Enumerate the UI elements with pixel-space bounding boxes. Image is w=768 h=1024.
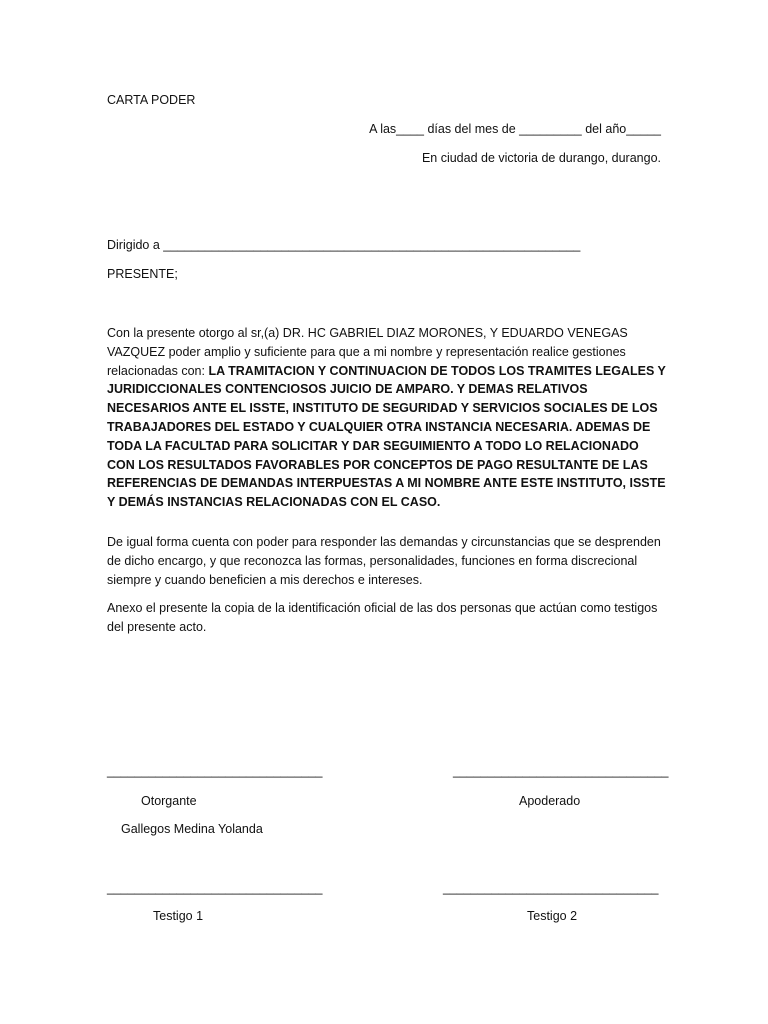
addressee-line: Dirigido a ____________________________________________________________ <box>107 238 581 252</box>
otorgante-label: Otorgante <box>141 794 197 808</box>
testigo1-label: Testigo 1 <box>153 909 204 923</box>
place-line: En ciudad de victoria de durango, durango. <box>421 151 661 165</box>
testigo2-signature-line: _______________________________ <box>443 881 659 895</box>
apoderado-label: Apoderado <box>519 794 581 808</box>
annex-paragraph: Anexo el presente la copia de la identificación oficial de las dos personas que actúan como testigos del presente acto. <box>107 601 658 634</box>
apoderado-signature-line: _______________________________ <box>453 764 669 778</box>
presente-line: PRESENTE; <box>107 267 178 281</box>
power-grant-intro: Con la presente otorgo al sr,(a) DR. HC GABRIEL DIAZ MORONES, Y EDUARDO VENEGAS VAZQUEZ poder amplio y suficiente para que a mi nombre y representación realice gestiones relacionadas con: <box>107 326 628 378</box>
testigo1-signature-line: _______________________________ <box>107 881 323 895</box>
otorgante-name: Gallegos Medina Yolanda <box>121 822 263 836</box>
document-title: CARTA PODER <box>107 93 196 107</box>
testigo2-label: Testigo 2 <box>527 909 578 923</box>
responsibilities-paragraph: De igual forma cuenta con poder para responder las demandas y circunstancias que se desprenden de dicho encargo, y que reconozca las formas, personalidades, funciones en forma discrecional siempre y cuando beneficien a mis derechos e intereses. <box>107 535 661 587</box>
date-line: A las____ días del mes de _________ del año_____ <box>369 122 661 136</box>
power-grant-paragraph <box>107 324 667 512</box>
power-grant-scope: LA TRAMITACION Y CONTINUACION DE TODOS LOS TRAMITES LEGALES Y JURIDICCIONALES CONTENCIOSOS JUICIO DE AMPARO. Y DEMAS RELATIVOS NECESARIOS ANTE EL ISSTE, INSTITUTO DE SEGURIDAD Y SERVICIOS SOCIALES DE LOS TRABAJADORES DEL ESTADO Y CUALQUIER OTRA INSTANCIA NECESARIA. ADEMAS DE TODA LA FACULTAD PARA SOLICITAR Y DAR SEGUIMIENTO A TODO LO RELACIONADO CON LOS RESULTADOS FAVORABLES POR CONCEPTOS DE PAGO RESULTANTE DE LAS REFERENCIAS DE DEMANDAS INTERPUESTAS A MI NOMBRE ANTE ESTE INSTITUTO, ISSTE Y DEMÁS INSTANCIAS RELACIONADAS CON EL CASO. <box>107 363 666 510</box>
otorgante-signature-line: _______________________________ <box>107 764 323 778</box>
